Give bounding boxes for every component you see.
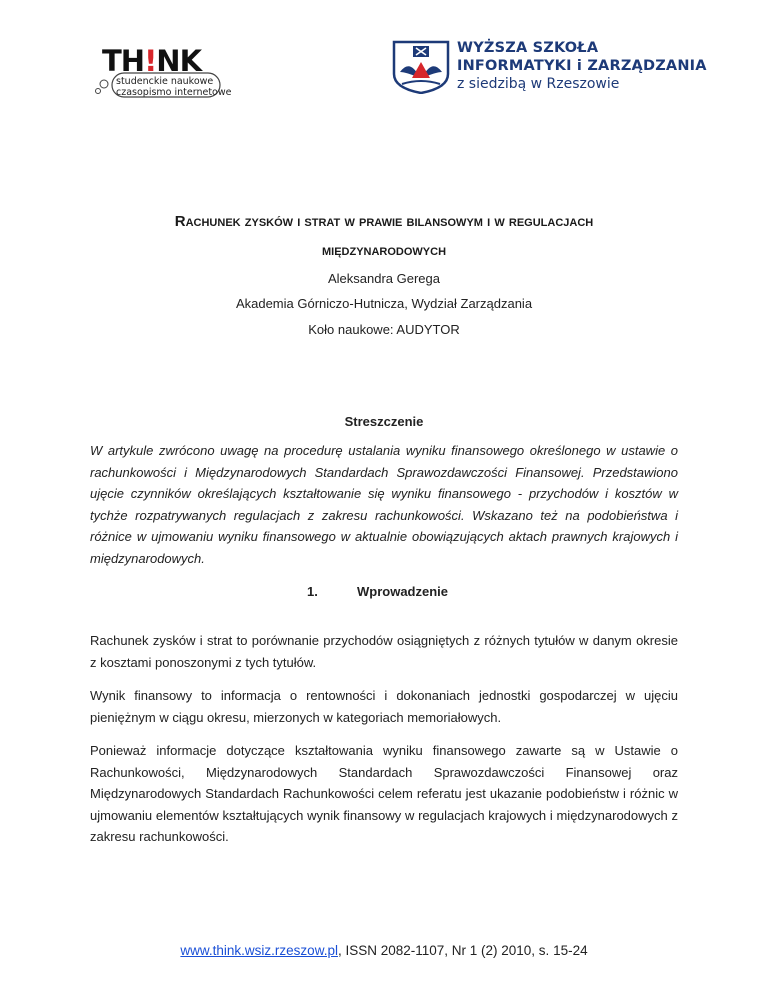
abstract-heading: Streszczenie [344,414,424,429]
paragraph-2: Wynik finansowy to informacja o rentowności i dokonaniach jednostki gospodarczej w ujęciu pieniężnym w ciągu okresu, mierzonych w kategoriach memoriałowych. [90,688,678,725]
footer-link[interactable]: www.think.wsiz.rzeszow.pl [180,943,338,958]
paragraph-1: Rachunek zysków i strat to porównanie przychodów osiągniętych z różnych tytułów w danym okresie z kosztami ponoszonymi z tych tytułów. [90,633,678,670]
section-title: Wprowadzenie [357,584,449,599]
article-title-line-2: międzynarodowych [321,242,447,259]
wsiz-name-line-2: INFORMATYKI i ZARZĄDZANIA [457,58,707,74]
think-logo-word: TH!NK [102,44,202,78]
abstract-text: W artykule zwrócono uwagę na procedurę ustalania wyniku finansowego określonego w ustawie o rachunkowości i Międzynarodowych Standardach Sprawozdawczości Finansowej. Przedstawiono ujęcie czynników określających kształtowanie się wyniku finansowego - przychodów i kosztów w tychże rozpatrywanych regulacjach z zakresu rachunkowości. Wskazano też na podobieństwa i różnice w ujmowaniu wyniku finansowego w aktualnie obowiązujących aktach prawnych krajowych i międzynarodowych. [90,443,678,566]
wsiz-crest-icon [390,38,452,94]
think-logo [94,40,234,98]
wsiz-name-line-3: z siedzibą w Rzeszowie [457,76,620,92]
article-author: Aleksandra Gerega [327,271,440,286]
wsiz-name-line-1: WYŻSZA SZKOŁA [457,40,599,56]
article-affiliation: Akademia Górniczo-Hutnicza, Wydział Zarządzania [235,296,533,311]
paragraph-3: Ponieważ informacje dotyczące kształtowania wyniku finansowego zawarte są w Ustawie o Rachunkowości, Międzynarodowych Standardach Sprawozdawczości Finansowej oraz Międzynarodowych Standardach Rachunkowości celem referatu jest ukazanie podobieństw i różnic w ujmowaniu elementów kształtujących wynik finansowy w regulacjach krajowych i międzynarodowych z zakresu rachunkowości. [90,743,678,844]
footer-citation: , ISSN 2082-1107, Nr 1 (2) 2010, s. 15-24 [337,943,588,958]
section-number: 1. [307,584,318,599]
think-logo-subtitle-2: czasopismo internetowe [116,87,232,98]
article-title-line-1: Rachunek zysków i strat w prawie bilansowym i w regulacjach [174,213,594,230]
page-footer [0,943,768,958]
wsiz-logo [390,40,707,94]
article-club: Koło naukowe: AUDYTOR [308,322,460,337]
think-logo-subtitle-1: studenckie naukowe [116,76,214,87]
